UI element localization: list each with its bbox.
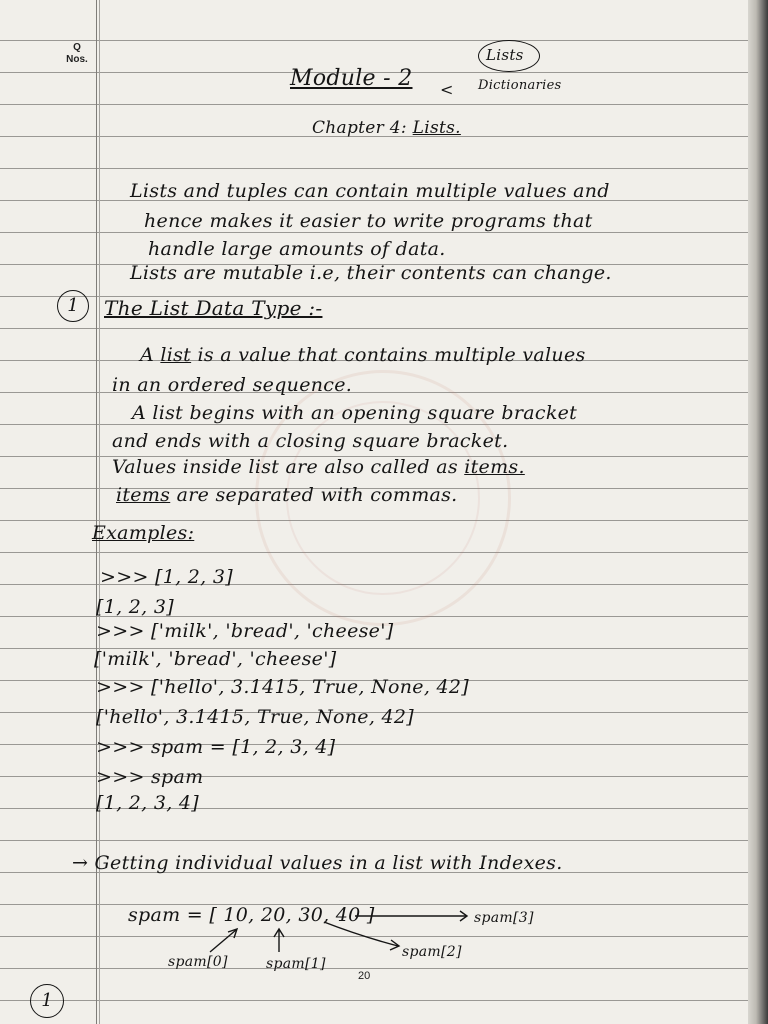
code-line: >>> [1, 2, 3]	[100, 566, 233, 588]
code-line: >>> ['milk', 'bread', 'cheese']	[96, 620, 394, 642]
items-term: items	[116, 484, 171, 506]
items-term: items.	[464, 456, 525, 478]
index-label-2: spam[2]	[402, 944, 462, 960]
lists-label: Lists	[486, 46, 524, 64]
code-line: >>> spam = [1, 2, 3, 4]	[96, 736, 336, 758]
arrow-to-spam2	[324, 922, 398, 946]
binding-edge	[748, 0, 768, 1024]
intro-line: Lists and tuples can contain multiple values and	[130, 180, 610, 202]
definition-prefix: A	[140, 344, 161, 366]
footer-circle-number: 1	[30, 984, 64, 1018]
chapter-name: Lists.	[412, 118, 461, 138]
examples-label: Examples:	[92, 522, 195, 544]
definition-line: A list begins with an opening square bracket	[132, 402, 578, 424]
code-line: >>> spam	[96, 766, 204, 788]
index-label-1: spam[1]	[266, 956, 326, 972]
page-number: 20	[358, 970, 371, 982]
module-title: Module - 2	[290, 66, 413, 91]
title-arrow: <	[440, 80, 454, 99]
nos-label: Nos.	[66, 54, 88, 65]
code-line: ['hello', 3.1415, True, None, 42]	[96, 706, 415, 728]
arrow-to-spam0	[210, 930, 236, 952]
section-heading: The List Data Type :-	[104, 296, 323, 320]
definition-rest: are separated with commas.	[170, 484, 458, 506]
definition-line: in an ordered sequence.	[112, 374, 353, 396]
definition-rest: is a value that contains multiple values	[191, 344, 586, 366]
code-line: [1, 2, 3]	[96, 596, 174, 618]
intro-line: Lists are mutable i.e, their contents can change.	[130, 262, 612, 284]
indexing-heading: → Getting individual values in a list with Indexes.	[72, 852, 563, 874]
q-label: Q	[73, 42, 81, 53]
spam-expression: spam = [ 10, 20, 30, 40 ]	[128, 904, 375, 926]
definition-prefix: Values inside list are also called as	[112, 456, 465, 478]
intro-line: hence makes it easier to write programs that	[144, 210, 593, 232]
code-line: [1, 2, 3, 4]	[96, 792, 200, 814]
list-term: list	[160, 344, 192, 366]
dictionaries-label: Dictionaries	[478, 78, 562, 93]
code-line: >>> ['hello', 3.1415, True, None, 42]	[96, 676, 469, 698]
index-label-3: spam[3]	[474, 910, 534, 926]
code-line: ['milk', 'bread', 'cheese']	[94, 648, 337, 670]
chapter-prefix: Chapter 4:	[312, 118, 407, 138]
section-number: 1	[57, 290, 89, 322]
intro-line: handle large amounts of data.	[148, 238, 446, 260]
index-label-0: spam[0]	[168, 954, 228, 970]
definition-line: and ends with a closing square bracket.	[112, 430, 509, 452]
